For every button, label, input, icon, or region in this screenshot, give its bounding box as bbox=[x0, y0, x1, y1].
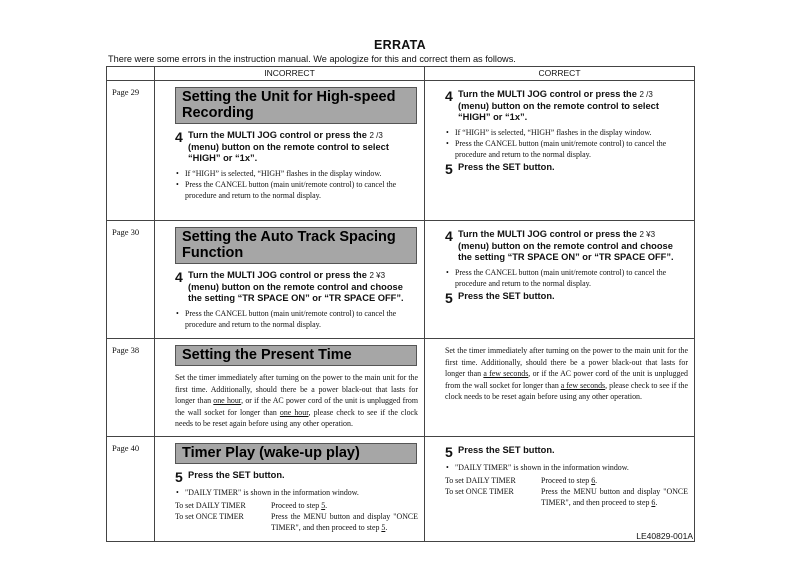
paragraph: Set the timer immediately after turning on the power to the main unit for the first time. Additionally, should there be a power black-out that lasts for longer than one hour, or if the AC power cord of the unit is unplugged from the wall socket for longer than one hour, please check to see if the clock needs to be reset again before using any other operation. bbox=[175, 373, 418, 429]
note-item: • If “HIGH” is selected, “HIGH” flashes in the display window. bbox=[445, 127, 688, 138]
document-title: ERRATA bbox=[373, 38, 427, 52]
note-item: • Press the CANCEL button (main unit/remote control) to cancel the procedure and return to the normal display. bbox=[175, 308, 418, 330]
note-list bbox=[175, 487, 418, 498]
step-instruction bbox=[445, 229, 688, 264]
section-heading: Timer Play (wake-up play) bbox=[175, 443, 417, 464]
section-heading: Setting the Present Time bbox=[175, 345, 417, 366]
table-row bbox=[107, 339, 695, 437]
note-item: • "DAILY TIMER" is shown in the information window. bbox=[445, 462, 688, 473]
page-number: Page 30 bbox=[107, 221, 155, 339]
button-glyph: 2 /3 bbox=[639, 90, 653, 99]
step-instruction bbox=[445, 291, 688, 305]
errata-table bbox=[106, 66, 695, 542]
step-instruction bbox=[445, 162, 688, 176]
step-instruction bbox=[445, 89, 688, 124]
procedure-row: To set ONCE TIMER Press the MENU button and display "ONCE TIMER", and then proceed to step 5. bbox=[175, 512, 418, 532]
underlined-text: one hour bbox=[213, 396, 242, 406]
button-glyph: 2 ¥3 bbox=[369, 271, 386, 280]
step-instruction bbox=[175, 130, 418, 165]
procedure-row: To set DAILY TIMER Proceed to step 5. bbox=[175, 501, 328, 510]
step-number: 5 bbox=[175, 469, 183, 485]
button-glyph: 2 /3 bbox=[369, 131, 383, 140]
incorrect-header: INCORRECT bbox=[155, 67, 425, 81]
step-text: Press the SET button. bbox=[458, 161, 555, 172]
step-text: Turn the MULTI JOG control or press the bbox=[188, 270, 367, 280]
button-glyph: 2 ¥3 bbox=[639, 230, 656, 239]
step-ref: 5 bbox=[381, 523, 386, 532]
note-item: • Press the CANCEL button (main unit/remote control) to cancel the procedure and return to the normal display. bbox=[445, 267, 688, 289]
table-row bbox=[107, 81, 695, 221]
correct-cell bbox=[425, 81, 695, 221]
step-number: 4 bbox=[445, 228, 453, 244]
underlined-text: a few seconds bbox=[483, 369, 529, 379]
step-number: 4 bbox=[445, 88, 453, 104]
incorrect-cell bbox=[155, 437, 425, 542]
underlined-text: one hour bbox=[279, 407, 309, 417]
page-number: Page 40 bbox=[107, 437, 155, 542]
step-instruction bbox=[175, 270, 418, 305]
note-list bbox=[445, 267, 688, 289]
table-row bbox=[107, 221, 695, 339]
step-text: Press the SET button. bbox=[188, 470, 285, 480]
page-number: Page 38 bbox=[107, 339, 155, 437]
step-text: Turn the MULTI JOG control or press the bbox=[458, 229, 637, 239]
table-header-row bbox=[107, 67, 695, 81]
underlined-text: a few seconds bbox=[560, 380, 606, 390]
procedure-label: To set DAILY TIMER bbox=[175, 501, 246, 510]
document-code: LE40829-001A bbox=[636, 531, 693, 541]
step-text-cont: (menu) button on the remote control to select “HIGH” or “1x”. bbox=[188, 141, 389, 163]
incorrect-cell bbox=[155, 339, 425, 437]
step-text: Press the SET button. bbox=[458, 445, 555, 455]
correct-header: CORRECT bbox=[425, 67, 695, 81]
section-heading: Setting the Auto Track Spacing Function bbox=[175, 227, 417, 264]
step-text-cont: (menu) button on the remote control and choose the setting “TR SPACE ON” or “TR SPACE OFF”. bbox=[188, 281, 404, 303]
note-list bbox=[445, 462, 688, 473]
step-ref: 5 bbox=[321, 501, 326, 510]
step-number: 4 bbox=[175, 129, 183, 145]
paragraph: Set the timer immediately after turning on the power to the main unit for the first time. Additionally, should there be a power black-out that lasts for longer than a few seconds, or if the AC power cord of the unit is unplugged from the wall socket for longer than a few seconds, please check to see if the clock needs to be reset again before using any other operation. bbox=[445, 346, 688, 402]
step-text: Turn the MULTI JOG control or press the bbox=[458, 89, 637, 99]
step-ref: 6 bbox=[591, 476, 596, 485]
step-text: Press the SET button. bbox=[458, 290, 555, 301]
step-number: 5 bbox=[445, 444, 453, 460]
step-instruction bbox=[445, 445, 688, 459]
note-list bbox=[175, 168, 418, 201]
section-heading: Setting the Unit for High-speed Recording bbox=[175, 87, 417, 124]
step-ref: 6 bbox=[651, 498, 656, 507]
page-number: Page 29 bbox=[107, 81, 155, 221]
procedure-row: To set ONCE TIMER Press the MENU button and display "ONCE TIMER", and then proceed to step 6. bbox=[445, 487, 688, 507]
correct-cell bbox=[425, 221, 695, 339]
step-instruction bbox=[175, 470, 418, 484]
correct-cell bbox=[425, 339, 695, 437]
step-number: 4 bbox=[175, 269, 183, 285]
incorrect-cell bbox=[155, 81, 425, 221]
procedure-label: To set DAILY TIMER bbox=[445, 476, 516, 485]
note-item: • Press the CANCEL button (main unit/remote control) to cancel the procedure and return to the normal display. bbox=[175, 179, 418, 201]
note-item: • If “HIGH” is selected, “HIGH” flashes in the display window. bbox=[175, 168, 418, 179]
incorrect-cell bbox=[155, 221, 425, 339]
step-text-cont: (menu) button on the remote control and choose the setting “TR SPACE ON” or “TR SPACE OFF”. bbox=[458, 240, 674, 262]
procedure-label: To set ONCE TIMER bbox=[445, 487, 514, 496]
procedure-row: To set DAILY TIMER Proceed to step 6. bbox=[445, 476, 598, 485]
step-number: 5 bbox=[445, 289, 453, 306]
step-text-cont: (menu) button on the remote control to select “HIGH” or “1x”. bbox=[458, 100, 659, 122]
note-list bbox=[445, 127, 688, 160]
step-text: Turn the MULTI JOG control or press the bbox=[188, 130, 367, 140]
table-row bbox=[107, 437, 695, 542]
note-item: • Press the CANCEL button (main unit/remote control) to cancel the procedure and return to the normal display. bbox=[445, 138, 688, 160]
intro-text: There were some errors in the instruction manual. We apologize for this and correct them as follows. bbox=[108, 54, 516, 64]
page-header-cell bbox=[107, 67, 155, 81]
note-item: • "DAILY TIMER" is shown in the information window. bbox=[175, 487, 418, 498]
note-list bbox=[175, 308, 418, 330]
procedure-label: To set ONCE TIMER bbox=[175, 512, 244, 521]
correct-cell bbox=[425, 437, 695, 542]
step-number: 5 bbox=[445, 160, 453, 177]
